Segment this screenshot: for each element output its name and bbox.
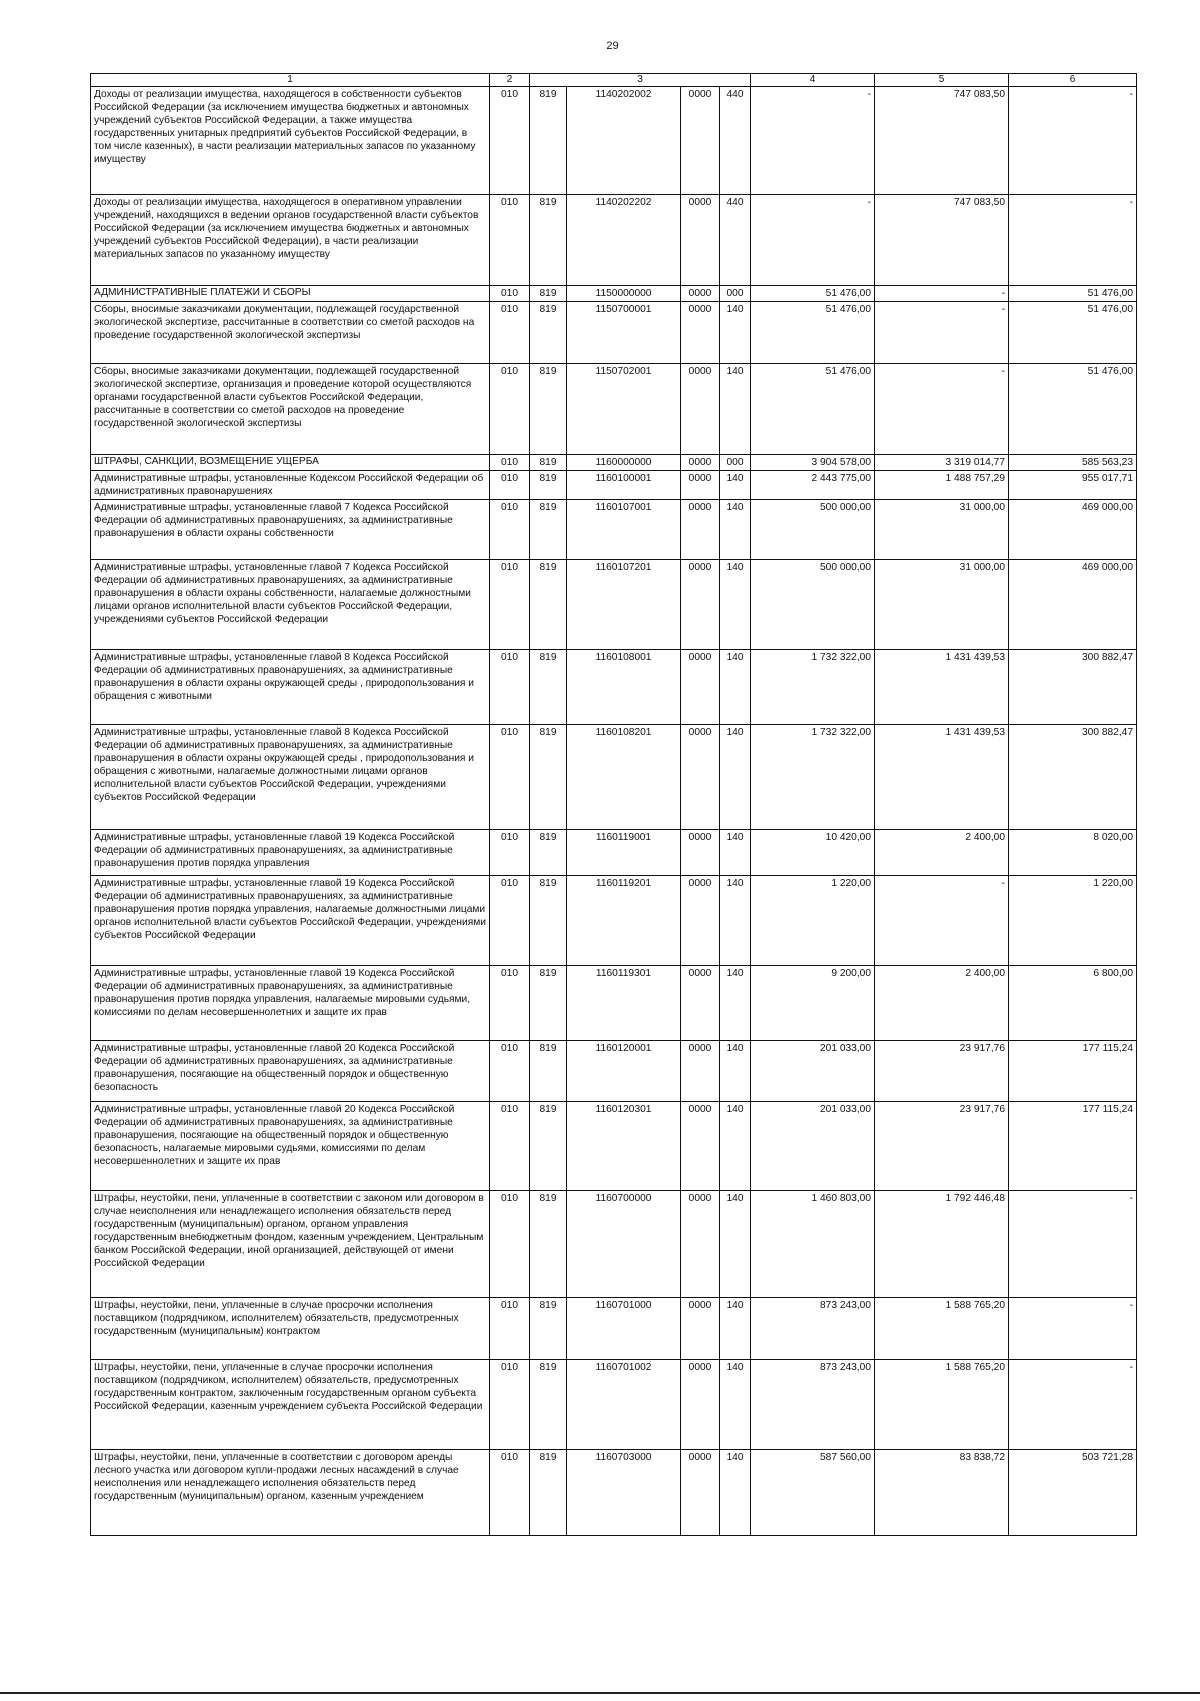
row-program-code: 0000 [681,650,720,725]
row-line-code: 010 [490,364,530,455]
table-row [91,1041,1137,1102]
row-unexecuted-amount: 955 017,71 [1009,471,1137,500]
row-income-code: 1160120301 [567,1102,681,1191]
row-unexecuted-amount: - [1009,87,1137,195]
row-income-code: 1150702001 [567,364,681,455]
row-income-code: 1150700001 [567,302,681,364]
row-admin-code: 819 [530,725,567,830]
row-name: Административные штрафы, установленные главой 19 Кодекса Российской Федерации об административных правонарушениях, за административные правонарушения против порядка управления, налагаемые мировыми судьями, комиссиями по делам несовершеннолетних и защите их прав [91,966,490,1041]
row-executed-amount: 83 838,72 [875,1450,1009,1536]
row-unexecuted-amount: 1 220,00 [1009,876,1137,966]
row-approved-amount: 1 732 322,00 [751,725,875,830]
row-unexecuted-amount: 51 476,00 [1009,286,1137,302]
row-program-code: 0000 [681,1191,720,1298]
row-approved-amount: 1 460 803,00 [751,1191,875,1298]
row-admin-code: 819 [530,1102,567,1191]
row-name: Административные штрафы, установленные главой 20 Кодекса Российской Федерации об административных правонарушениях, за административные правонарушения, посягающие на общественный порядок и общественную безопасность [91,1041,490,1102]
row-income-code: 1150000000 [567,286,681,302]
row-approved-amount: 201 033,00 [751,1102,875,1191]
row-income-code: 1160107001 [567,500,681,560]
row-executed-amount: 1 588 765,20 [875,1360,1009,1450]
row-line-code: 010 [490,1102,530,1191]
table-row [91,876,1137,966]
row-line-code: 010 [490,302,530,364]
table-row [91,1298,1137,1360]
row-program-code: 0000 [681,876,720,966]
row-line-code: 010 [490,650,530,725]
row-executed-amount: - [875,302,1009,364]
row-program-code: 0000 [681,1450,720,1536]
row-unexecuted-amount: 585 563,23 [1009,455,1137,471]
row-admin-code: 819 [530,1191,567,1298]
table-row [91,725,1137,830]
table-row [91,560,1137,650]
row-income-code: 1160107201 [567,560,681,650]
row-program-code: 0000 [681,1360,720,1450]
row-program-code: 0000 [681,455,720,471]
row-executed-amount: - [875,876,1009,966]
row-name: Административные штрафы, установленные главой 19 Кодекса Российской Федерации об административных правонарушениях, за административные правонарушения против порядка управления [91,830,490,876]
row-class-code: 140 [720,500,751,560]
row-name: ШТРАФЫ, САНКЦИИ, ВОЗМЕЩЕНИЕ УЩЕРБА [91,455,490,471]
row-line-code: 010 [490,1041,530,1102]
row-approved-amount: 51 476,00 [751,302,875,364]
row-admin-code: 819 [530,650,567,725]
row-line-code: 010 [490,455,530,471]
row-executed-amount: - [875,364,1009,455]
row-class-code: 140 [720,1360,751,1450]
row-admin-code: 819 [530,830,567,876]
row-unexecuted-amount: 177 115,24 [1009,1041,1137,1102]
row-program-code: 0000 [681,1102,720,1191]
column-header-6: 6 [1009,74,1137,87]
row-name: Административные штрафы, установленные главой 8 Кодекса Российской Федерации об административных правонарушениях, за административные правонарушения в области охраны окружающей среды , природопользования и обращения с животными [91,650,490,725]
table-row [91,286,1137,302]
row-name: Доходы от реализации имущества, находящегося в оперативном управлении учреждений, находящихся в ведении органов государственной власти субъектов Российской Федерации (за исключением имущества бюджетных и автономных учреждений субъектов Российской Федерации), в части реализации материальных запасов по указанному имуществу [91,195,490,286]
row-executed-amount: 23 917,76 [875,1102,1009,1191]
table-row [91,455,1137,471]
row-executed-amount: 1 431 439,53 [875,725,1009,830]
row-admin-code: 819 [530,87,567,195]
table-row [91,302,1137,364]
row-unexecuted-amount: - [1009,1360,1137,1450]
row-approved-amount: 201 033,00 [751,1041,875,1102]
column-header-row [91,74,1137,87]
row-approved-amount: 1 732 322,00 [751,650,875,725]
row-admin-code: 819 [530,471,567,500]
row-approved-amount: 587 560,00 [751,1450,875,1536]
column-header-2: 2 [490,74,530,87]
row-line-code: 010 [490,560,530,650]
row-executed-amount: 747 083,50 [875,87,1009,195]
row-name: Штрафы, неустойки, пени, уплаченные в соответствии с законом или договором в случае неисполнения или ненадлежащего исполнения обязательств перед государственным (муниципальным) органом, органом управления государственным внебюджетным фондом, казенным учреждением, Центральным банком Российской Федерации, иной организацией, действующей от имени Российской Федерации [91,1191,490,1298]
row-income-code: 1160100001 [567,471,681,500]
row-income-code: 1160108001 [567,650,681,725]
row-admin-code: 819 [530,560,567,650]
row-line-code: 010 [490,966,530,1041]
row-unexecuted-amount: 8 020,00 [1009,830,1137,876]
row-line-code: 010 [490,500,530,560]
table-row [91,364,1137,455]
row-class-code: 140 [720,364,751,455]
row-class-code: 140 [720,471,751,500]
row-executed-amount: 2 400,00 [875,830,1009,876]
row-approved-amount: - [751,87,875,195]
row-program-code: 0000 [681,286,720,302]
row-admin-code: 819 [530,1041,567,1102]
row-line-code: 010 [490,87,530,195]
row-line-code: 010 [490,876,530,966]
row-line-code: 010 [490,1360,530,1450]
table-row [91,1102,1137,1191]
row-approved-amount: 3 904 578,00 [751,455,875,471]
row-executed-amount: 1 792 446,48 [875,1191,1009,1298]
row-unexecuted-amount: 503 721,28 [1009,1450,1137,1536]
revenue-table [90,73,1137,1536]
row-program-code: 0000 [681,364,720,455]
row-income-code: 1160000000 [567,455,681,471]
row-approved-amount: 873 243,00 [751,1360,875,1450]
row-unexecuted-amount: 51 476,00 [1009,302,1137,364]
row-executed-amount: 31 000,00 [875,500,1009,560]
row-approved-amount: - [751,195,875,286]
row-program-code: 0000 [681,1298,720,1360]
table-row [91,966,1137,1041]
row-admin-code: 819 [530,1360,567,1450]
row-unexecuted-amount: - [1009,195,1137,286]
row-program-code: 0000 [681,500,720,560]
row-program-code: 0000 [681,830,720,876]
row-income-code: 1140202002 [567,87,681,195]
row-income-code: 1160700000 [567,1191,681,1298]
row-admin-code: 819 [530,455,567,471]
row-unexecuted-amount: 6 800,00 [1009,966,1137,1041]
row-income-code: 1140202202 [567,195,681,286]
column-header-3: 3 [530,74,751,87]
row-approved-amount: 2 443 775,00 [751,471,875,500]
row-approved-amount: 51 476,00 [751,364,875,455]
row-admin-code: 819 [530,286,567,302]
row-class-code: 440 [720,195,751,286]
row-class-code: 140 [720,1041,751,1102]
row-executed-amount: 23 917,76 [875,1041,1009,1102]
row-name: Штрафы, неустойки, пени, уплаченные в случае просрочки исполнения поставщиком (подрядчиком, исполнителем) обязательств, предусмотренных государственным (муниципальным) контрактом [91,1298,490,1360]
row-admin-code: 819 [530,364,567,455]
row-class-code: 140 [720,830,751,876]
row-line-code: 010 [490,830,530,876]
row-admin-code: 819 [530,302,567,364]
row-name: АДМИНИСТРАТИВНЫЕ ПЛАТЕЖИ И СБОРЫ [91,286,490,302]
row-class-code: 140 [720,876,751,966]
row-name: Штрафы, неустойки, пени, уплаченные в соответствии с договором аренды лесного участка или договором купли-продажи лесных насаждений в случае неисполнения или ненадлежащего исполнения обязательств перед государственным (муниципальным) органом, казенным учреждением [91,1450,490,1536]
table-row [91,1191,1137,1298]
row-unexecuted-amount: - [1009,1298,1137,1360]
row-line-code: 010 [490,195,530,286]
row-name: Административные штрафы, установленные Кодексом Российской Федерации об административных правонарушениях [91,471,490,500]
row-program-code: 0000 [681,471,720,500]
row-program-code: 0000 [681,1041,720,1102]
row-unexecuted-amount: 469 000,00 [1009,560,1137,650]
row-approved-amount: 10 420,00 [751,830,875,876]
row-line-code: 010 [490,286,530,302]
row-executed-amount: 1 588 765,20 [875,1298,1009,1360]
row-unexecuted-amount: 300 882,47 [1009,725,1137,830]
row-income-code: 1160701000 [567,1298,681,1360]
row-class-code: 140 [720,966,751,1041]
row-executed-amount: 747 083,50 [875,195,1009,286]
row-program-code: 0000 [681,725,720,830]
row-class-code: 140 [720,1298,751,1360]
table-row [91,471,1137,500]
row-name: Штрафы, неустойки, пени, уплаченные в случае просрочки исполнения поставщиком (подрядчиком, исполнителем) обязательств, предусмотренных государственным контрактом, заключенным государственным органом субъекта Российской Федерации, казенным учреждением субъекта Российской Федерации [91,1360,490,1450]
row-program-code: 0000 [681,966,720,1041]
row-executed-amount: 3 319 014,77 [875,455,1009,471]
row-class-code: 140 [720,725,751,830]
row-approved-amount: 51 476,00 [751,286,875,302]
row-admin-code: 819 [530,500,567,560]
row-line-code: 010 [490,1191,530,1298]
row-executed-amount: 31 000,00 [875,560,1009,650]
row-income-code: 1160701002 [567,1360,681,1450]
row-admin-code: 819 [530,1298,567,1360]
row-admin-code: 819 [530,195,567,286]
row-class-code: 140 [720,650,751,725]
row-class-code: 140 [720,1102,751,1191]
column-header-4: 4 [751,74,875,87]
row-approved-amount: 1 220,00 [751,876,875,966]
row-approved-amount: 500 000,00 [751,560,875,650]
table-row [91,500,1137,560]
table-body [91,74,1137,1536]
row-admin-code: 819 [530,1450,567,1536]
row-unexecuted-amount: - [1009,1191,1137,1298]
table-row [91,830,1137,876]
row-name: Административные штрафы, установленные главой 19 Кодекса Российской Федерации об административных правонарушениях, за административные правонарушения против порядка управления, налагаемые должностными лицами органов исполнительной власти субъектов Российской Федерации, учреждениями субъектов Российской Федерации [91,876,490,966]
row-class-code: 440 [720,87,751,195]
page-number: 29 [606,40,619,52]
row-unexecuted-amount: 300 882,47 [1009,650,1137,725]
row-executed-amount: 2 400,00 [875,966,1009,1041]
row-class-code: 140 [720,1450,751,1536]
row-income-code: 1160119001 [567,830,681,876]
row-unexecuted-amount: 469 000,00 [1009,500,1137,560]
row-income-code: 1160120001 [567,1041,681,1102]
row-program-code: 0000 [681,195,720,286]
row-executed-amount: 1 488 757,29 [875,471,1009,500]
row-income-code: 1160703000 [567,1450,681,1536]
table-row [91,650,1137,725]
table-row [91,1450,1137,1536]
row-class-code: 000 [720,455,751,471]
row-program-code: 0000 [681,560,720,650]
row-class-code: 140 [720,1191,751,1298]
row-executed-amount: 1 431 439,53 [875,650,1009,725]
row-class-code: 140 [720,302,751,364]
row-income-code: 1160119301 [567,966,681,1041]
row-name: Административные штрафы, установленные главой 7 Кодекса Российской Федерации об административных правонарушениях, за административные правонарушения в области охраны собственности [91,500,490,560]
row-line-code: 010 [490,725,530,830]
row-unexecuted-amount: 177 115,24 [1009,1102,1137,1191]
column-header-5: 5 [875,74,1009,87]
row-program-code: 0000 [681,87,720,195]
row-name: Административные штрафы, установленные главой 8 Кодекса Российской Федерации об административных правонарушениях, за административные правонарушения в области охраны окружающей среды , природопользования и обращения с животными, налагаемые должностными лицами органов исполнительной власти субъектов Российской Федерации, учреждениями субъектов Российской Федерации [91,725,490,830]
row-executed-amount: - [875,286,1009,302]
row-program-code: 0000 [681,302,720,364]
row-admin-code: 819 [530,876,567,966]
row-income-code: 1160108201 [567,725,681,830]
row-name: Сборы, вносимые заказчиками документации, подлежащей государственной экологической экспертизе, рассчитанные в соответствии со сметой расходов на проведение государственной экологической экспертизы [91,302,490,364]
table-row [91,1360,1137,1450]
row-income-code: 1160119201 [567,876,681,966]
row-name: Сборы, вносимые заказчиками документации, подлежащей государственной экологической экспертизе, организация и проведение которой осуществляются органами государственной власти субъектов Российской Федерации, рассчитанные в соответствии со сметой расходов на проведение государственной экологической экспертизы [91,364,490,455]
row-approved-amount: 9 200,00 [751,966,875,1041]
row-class-code: 000 [720,286,751,302]
row-name: Административные штрафы, установленные главой 20 Кодекса Российской Федерации об административных правонарушениях, за административные правонарушения, посягающие на общественный порядок и общественную безопасность, налагаемые мировыми судьями, комиссиями по делам несовершеннолетних и защите их прав [91,1102,490,1191]
row-admin-code: 819 [530,966,567,1041]
row-line-code: 010 [490,1450,530,1536]
row-name: Доходы от реализации имущества, находящегося в собственности субъектов Российской Федерации (за исключением имущества бюджетных и автономных учреждений субъектов Российской Федерации, а также имущества государственных унитарных предприятий субъектов Российской Федерации, в том числе казенных), в части реализации материальных запасов по указанному имуществу [91,87,490,195]
row-name: Административные штрафы, установленные главой 7 Кодекса Российской Федерации об административных правонарушениях, за административные правонарушения в области охраны собственности, налагаемые должностными лицами органов исполнительной власти субъектов Российской Федерации, учреждениями субъектов Российской Федерации [91,560,490,650]
row-approved-amount: 500 000,00 [751,500,875,560]
row-line-code: 010 [490,471,530,500]
row-unexecuted-amount: 51 476,00 [1009,364,1137,455]
row-class-code: 140 [720,560,751,650]
scan-edge-line [0,1692,1200,1694]
row-approved-amount: 873 243,00 [751,1298,875,1360]
row-line-code: 010 [490,1298,530,1360]
table-row [91,87,1137,195]
table-row [91,195,1137,286]
column-header-1: 1 [91,74,490,87]
